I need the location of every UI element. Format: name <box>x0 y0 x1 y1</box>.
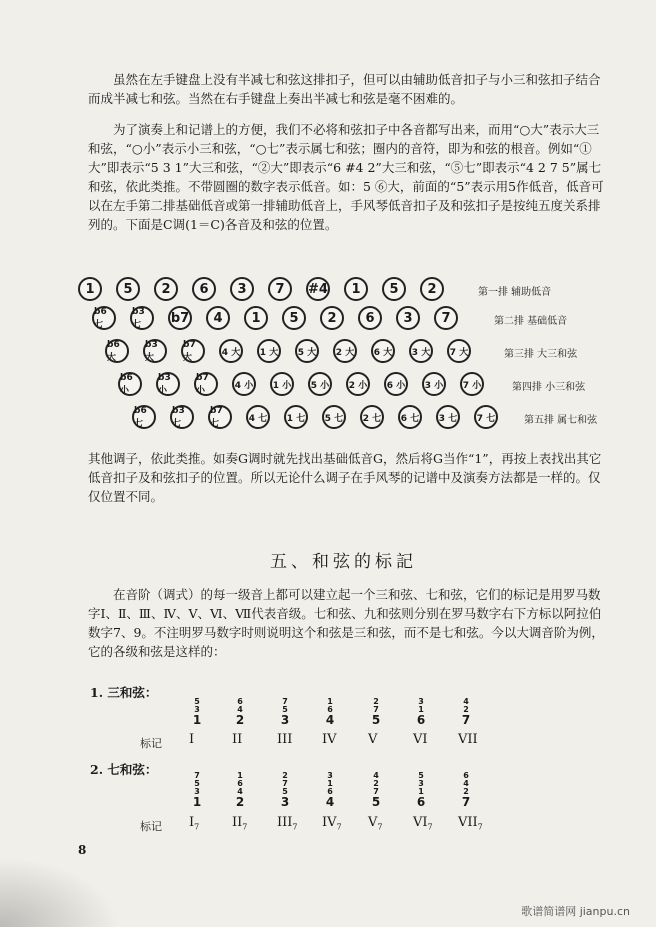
roman-text: VII <box>458 815 478 830</box>
watermark-footer: 歌谱简谱网 jianpu.cn <box>521 905 630 918</box>
chord-root: 7 <box>461 795 471 809</box>
row-label: 第二排 基础低音 <box>494 316 568 327</box>
chord-upper-notes: 1 6 <box>327 697 333 714</box>
chord-stack <box>232 698 248 726</box>
roman-numeral <box>189 815 199 832</box>
roman-numeral <box>277 732 292 747</box>
roman-text: II <box>232 732 243 747</box>
chord-stack <box>189 698 205 726</box>
bass-button-row1: #4 <box>306 277 330 301</box>
chord-root: 4 <box>325 713 335 727</box>
bass-button-row3: 2 大 <box>333 339 357 363</box>
bass-button-row5: 7 七 <box>474 405 498 429</box>
bass-button-row2: 3 <box>396 306 420 330</box>
chord-upper-notes: 6 4 <box>237 697 243 714</box>
roman-text: I <box>189 732 195 747</box>
paragraph-1: 虽然在左手键盘上没有半减七和弦这排扣子，但可以由辅助低音扣子与小三和弦扣子结合而成半减七和弦。当然在右手键盘上奏出半减七和弦是毫不困难的。 <box>88 72 601 106</box>
bass-button-row4: b6 小 <box>118 372 142 396</box>
chord-stack <box>189 772 205 808</box>
roman-subscript: 7 <box>377 822 383 832</box>
bass-button-row3: 6 大 <box>371 339 395 363</box>
roman-numeral <box>368 815 382 832</box>
roman-subscript: 7 <box>292 822 298 832</box>
roman-numeral <box>413 732 428 747</box>
chord-upper-notes: 2 7 <box>373 697 379 714</box>
bass-button-row2: 1 <box>244 306 268 330</box>
chord-root: 1 <box>192 795 202 809</box>
bass-button-row1: 2 <box>420 277 444 301</box>
roman-numeral <box>413 815 433 832</box>
bass-button-row2: 7 <box>434 306 458 330</box>
roman-numeral <box>322 732 337 747</box>
bass-button-row4: b7 小 <box>194 372 218 396</box>
bass-button-row4: 1 小 <box>270 372 294 396</box>
chord-stack <box>458 698 474 726</box>
chord-upper-notes: 7 5 3 <box>194 771 200 796</box>
roman-text: IV <box>322 815 337 830</box>
row-label: 第五排 属七和弦 <box>524 415 598 426</box>
chord-upper-notes: 3 1 6 <box>327 771 333 796</box>
row-label: 第四排 小三和弦 <box>512 382 586 393</box>
triads-title: 1. 三和弦： <box>90 685 158 700</box>
roman-numeral <box>277 815 298 832</box>
chord-upper-notes: 5 3 <box>194 697 200 714</box>
chord-stack <box>413 772 429 808</box>
bass-button-row2: 2 <box>320 306 344 330</box>
bass-button-row2: 6 <box>358 306 382 330</box>
chord-root: 4 <box>325 795 335 809</box>
chord-upper-notes: 3 1 <box>418 697 424 714</box>
bass-button-row5: b7 七 <box>208 405 232 429</box>
roman-text: IV <box>322 732 337 747</box>
chord-stack <box>277 772 293 808</box>
bass-button-row2: b3 七 <box>130 306 154 330</box>
roman-numeral <box>232 732 242 747</box>
roman-subscript: 7 <box>427 822 433 832</box>
bass-button-row2: b6 七 <box>92 306 116 330</box>
chord-stack <box>322 698 338 726</box>
roman-subscript: 7 <box>194 822 200 832</box>
chord-stack <box>277 698 293 726</box>
chord-stack <box>232 772 248 808</box>
roman-numeral <box>458 732 478 747</box>
chord-root: 6 <box>416 713 426 727</box>
row-label: 第一排 辅助低音 <box>478 287 552 298</box>
chord-upper-notes: 7 5 <box>282 697 288 714</box>
bass-button-row3: b7 大 <box>181 339 205 363</box>
bass-button-row4: 6 小 <box>384 372 408 396</box>
bass-button-row3: 5 大 <box>295 339 319 363</box>
bass-button-row5: 1 七 <box>284 405 308 429</box>
chord-root: 5 <box>371 713 381 727</box>
chord-stack <box>413 698 429 726</box>
bass-button-row3: 7 大 <box>447 339 471 363</box>
bass-button-row4: 2 小 <box>346 372 370 396</box>
chord-root: 3 <box>280 795 290 809</box>
bass-button-row3: b6 大 <box>105 339 129 363</box>
bass-button-row5: 2 七 <box>360 405 384 429</box>
paragraph-4: 在音阶（调式）的每一级音上都可以建立起一个三和弦、七和弦，它们的标记是用罗马数字Ⅰ、Ⅱ、Ⅲ、Ⅳ、Ⅴ、Ⅵ、Ⅶ代表音级。七和弦、九和弦则分别在罗马数字右下方标以阿拉伯数字7、9。不注明罗马数字时则说明这个和弦是三和弦，而不是七和弦。今以大调音阶为例，它的各级和弦是这样的： <box>88 587 604 659</box>
roman-numeral <box>232 815 247 832</box>
roman-text: II <box>232 815 243 830</box>
bass-button-row2: b7 <box>168 306 192 330</box>
chord-upper-notes: 2 7 5 <box>282 771 288 796</box>
bass-button-row3: b3 大 <box>143 339 167 363</box>
roman-numeral <box>458 815 483 832</box>
paragraph-2: 为了演奏上和记谱上的方便，我们不必将和弦扣子中各音都写出来，而用“○大”表示大三和弦，“○小”表示小三和弦，“○七”表示属七和弦；圈内的音符，即为和弦的根音。例如“①大”即表示“5 3 1”大三和弦，“②大”即表示“6 #4 2”大三和弦，“⑤七”即表示“4 2 7 5”属七和弦，依此类推。不带圆圈的数字表示低音。如：5 ⑥大，前面的“5”表示用5作低音，低音可以在左手第二排基础低音或第一排辅助低音上，手风琴低音扣子及和弦扣子是按纯五度关系排列的。下面是C调(1＝C)各音及和弦的位置。 <box>88 122 604 232</box>
bass-button-row4: b3 小 <box>156 372 180 396</box>
chord-root: 6 <box>416 795 426 809</box>
sevenths-label: 标记 <box>140 820 162 833</box>
bass-button-row1: 6 <box>192 277 216 301</box>
bass-button-row1: 3 <box>230 277 254 301</box>
bass-button-row1: 1 <box>344 277 368 301</box>
bass-button-row2: 4 <box>206 306 230 330</box>
roman-numeral <box>368 732 377 747</box>
scan-shadow <box>0 857 120 927</box>
roman-text: VII <box>458 732 478 747</box>
section-heading: 五、和弦的标記 <box>270 552 417 572</box>
chord-root: 2 <box>235 795 245 809</box>
chord-root: 3 <box>280 713 290 727</box>
chord-upper-notes: 5 3 1 <box>418 771 424 796</box>
roman-subscript: 7 <box>242 822 248 832</box>
bass-button-row2: 5 <box>282 306 306 330</box>
bass-button-row1: 1 <box>78 277 102 301</box>
roman-text: VI <box>413 815 428 830</box>
sevenths-title: 2. 七和弦： <box>90 762 158 777</box>
roman-text: VI <box>413 732 428 747</box>
bass-button-row5: 6 七 <box>398 405 422 429</box>
roman-text: I <box>189 815 195 830</box>
chord-upper-notes: 6 4 2 <box>463 771 469 796</box>
bass-button-row5: 5 七 <box>322 405 346 429</box>
bass-button-row3: 3 大 <box>409 339 433 363</box>
roman-subscript: 7 <box>336 822 342 832</box>
roman-numeral <box>189 732 194 747</box>
chord-root: 2 <box>235 713 245 727</box>
roman-text: V <box>368 732 378 747</box>
bass-button-row4: 5 小 <box>308 372 332 396</box>
page-number: 8 <box>78 843 87 857</box>
chord-stack <box>368 698 384 726</box>
triads-label: 标记 <box>140 737 162 750</box>
chord-stack <box>458 772 474 808</box>
chord-upper-notes: 4 2 <box>463 697 469 714</box>
bass-button-row1: 5 <box>382 277 406 301</box>
bass-button-row4: 3 小 <box>422 372 446 396</box>
chord-root: 1 <box>192 713 202 727</box>
chord-upper-notes: 1 6 4 <box>237 771 243 796</box>
roman-text: III <box>277 815 293 830</box>
chord-root: 7 <box>461 713 471 727</box>
chord-stack <box>322 772 338 808</box>
bass-button-row5: b6 七 <box>132 405 156 429</box>
paragraph-3: 其他调子，依此类推。如奏G调时就先找出基础低音G，然后将G当作“1”，再按上表找出其它低音扣子及和弦扣子的位置。所以无论什么调子在手风琴的记谱中及演奏方法都是一样的。仅仅位置不同。 <box>88 451 602 504</box>
bass-button-row5: b3 七 <box>170 405 194 429</box>
bass-button-row5: 3 七 <box>436 405 460 429</box>
bass-button-row3: 1 大 <box>257 339 281 363</box>
bass-button-row4: 7 小 <box>460 372 484 396</box>
roman-text: V <box>368 815 378 830</box>
roman-text: III <box>277 732 293 747</box>
row-label: 第三排 大三和弦 <box>504 349 578 360</box>
bass-button-row1: 2 <box>154 277 178 301</box>
roman-subscript: 7 <box>477 822 483 832</box>
bass-button-row5: 4 七 <box>246 405 270 429</box>
bass-button-row1: 5 <box>116 277 140 301</box>
bass-button-row1: 7 <box>268 277 292 301</box>
roman-numeral <box>322 815 342 832</box>
chord-upper-notes: 4 2 7 <box>373 771 379 796</box>
chord-root: 5 <box>371 795 381 809</box>
bass-button-row3: 4 大 <box>219 339 243 363</box>
bass-button-row4: 4 小 <box>232 372 256 396</box>
chord-stack <box>368 772 384 808</box>
